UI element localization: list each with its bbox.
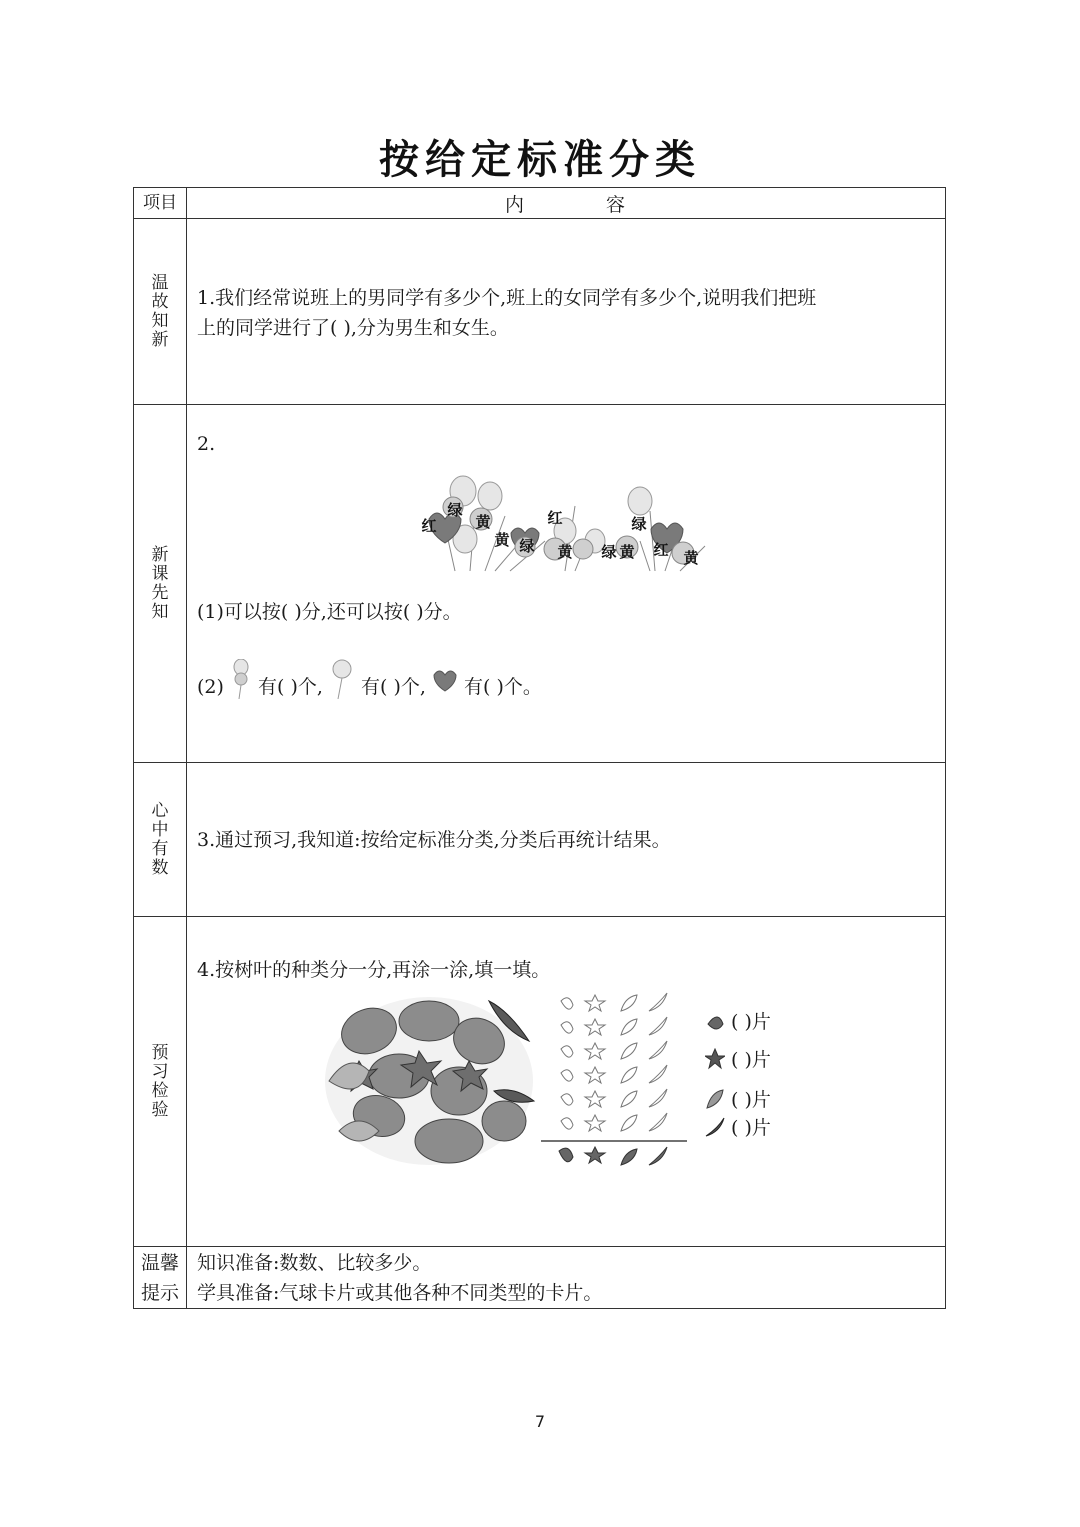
header-item-label: 项目 (143, 192, 177, 213)
question-4-text: 4.按树叶的种类分一分,再涂一涂,填一填。 (197, 959, 551, 981)
balloon-label: 绿 (631, 515, 647, 533)
balloon-label: 红 (653, 541, 669, 559)
header-content-cell (187, 188, 946, 219)
maple-column (561, 998, 573, 1129)
header-content-label: 内 容 (504, 193, 664, 216)
leaf-pile-illustration (319, 991, 539, 1171)
section-label-cell (134, 219, 187, 405)
round-balloon-icon (329, 659, 355, 699)
section-content-review (187, 219, 946, 405)
question-1-line-1: 1.我们经常说班上的男同学有多少个,班上的女同学有多少个,说明我们把班 (197, 287, 817, 309)
leaf-tally-chart (531, 991, 691, 1171)
maple-leaf-icon (559, 1148, 573, 1162)
balloon-label: 绿 (447, 501, 463, 519)
section-label-cell (134, 917, 187, 1247)
question-2-count-b: 有( )个, (361, 676, 426, 698)
willow-leaf-icon (705, 1116, 725, 1138)
worksheet-table (133, 187, 946, 1309)
section-label-cell (134, 405, 187, 763)
tips-label-cell (134, 1247, 187, 1309)
fan-leaf-icon (705, 1088, 725, 1110)
section-content-check (187, 917, 946, 1247)
balloon (628, 487, 652, 515)
willow-column (649, 993, 667, 1131)
leaf-count-willow: ( )片 (731, 1117, 771, 1139)
willow-leaf-icon (649, 1147, 667, 1165)
star-leaf-icon (705, 1048, 725, 1070)
header-item-cell (134, 188, 187, 219)
question-2-part-2-prefix: (2) (197, 676, 224, 698)
section-label-cell (134, 763, 187, 917)
question-2-number: 2. (197, 433, 216, 455)
star-leaf-icon (585, 1147, 605, 1163)
section-label: 温故知新 (151, 272, 169, 350)
section-content-summary (187, 763, 946, 917)
question-2-part-1: (1)可以按( )分,还可以按( )分。 (197, 601, 462, 623)
leaf-count-star: ( )片 (731, 1049, 771, 1071)
balloon-label: 红 (547, 509, 563, 527)
leaf-count-maple: ( )片 (731, 1011, 771, 1033)
balloon-label: 红 (421, 517, 437, 535)
section-label: 新课先知 (151, 544, 169, 622)
balloon-label: 黄 (683, 549, 699, 567)
star-column (585, 995, 605, 1131)
question-2-part-2 (197, 667, 925, 702)
balloon-illustration (415, 471, 735, 581)
question-2-count-c: 有( )个。 (464, 676, 542, 698)
balloon-label: 黄 (494, 531, 510, 549)
question-2-count-a: 有( )个, (258, 676, 323, 698)
section-label: 预习检验 (151, 1042, 169, 1120)
tips-content-cell (187, 1247, 946, 1309)
leaf-count-fan: ( )片 (731, 1089, 771, 1111)
tips-label-line-1: 温馨 (140, 1251, 179, 1274)
tips-line-2: 学具准备:气球卡片或其他各种不同类型的卡片。 (197, 1281, 603, 1304)
section-label: 心中有数 (151, 800, 169, 878)
balloon-label: 绿 (519, 537, 535, 555)
balloon-label: 绿 (601, 543, 617, 561)
balloon-label: 黄 (619, 543, 635, 561)
heart-balloon-icon (432, 667, 458, 693)
tips-label-line-2: 提示 (140, 1281, 179, 1304)
fan-column (621, 995, 637, 1131)
balloon-label: 黄 (557, 543, 573, 561)
section-content-preview (187, 405, 946, 763)
balloon-label: 黄 (475, 513, 491, 531)
question-1-line-2: 上的同学进行了( ),分为男生和女生。 (197, 317, 509, 339)
maple-leaf-icon (705, 1010, 725, 1032)
question-3-text: 3.通过预习,我知道:按给定标准分类,分类后再统计结果。 (197, 829, 671, 851)
fan-leaf-icon (621, 1149, 637, 1165)
string-balloon-icon (230, 659, 252, 699)
page-number: 7 (534, 1412, 546, 1431)
balloon (478, 482, 502, 510)
page-title: 按给定标准分类 (379, 136, 701, 183)
tips-line-1: 知识准备:数数、比较多少。 (197, 1251, 432, 1274)
